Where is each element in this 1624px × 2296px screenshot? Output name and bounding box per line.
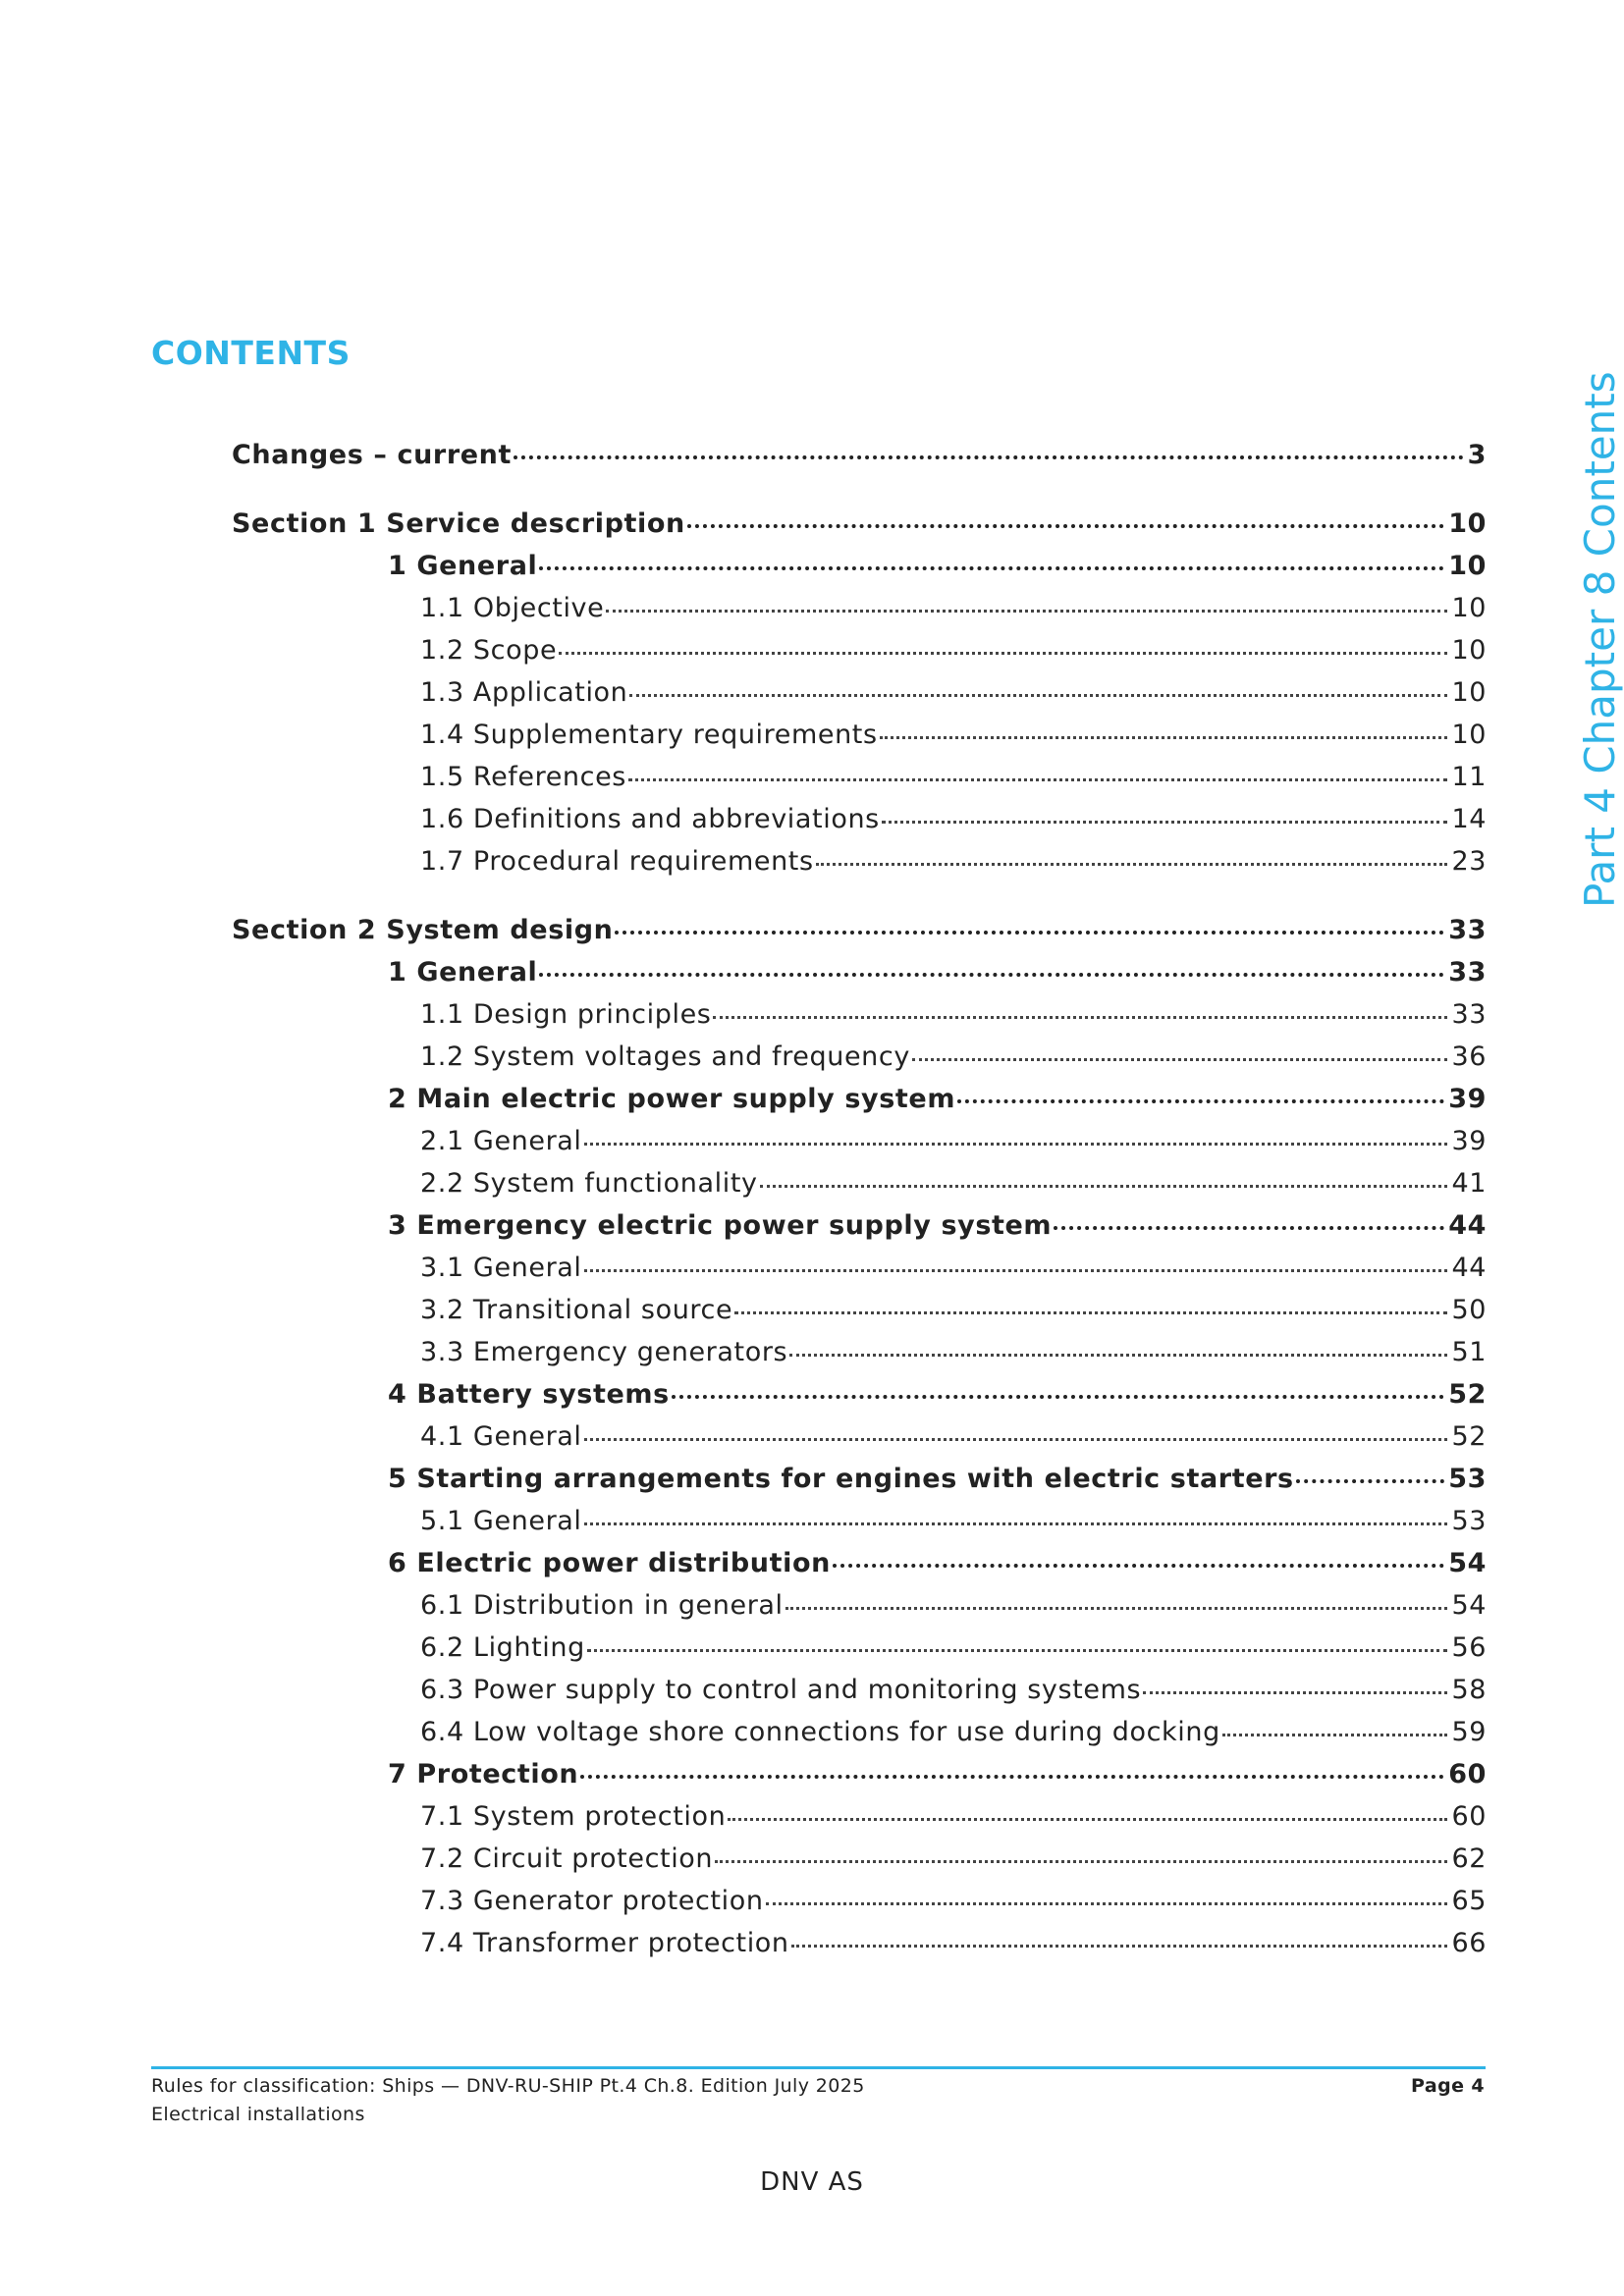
toc-entry-title: 1.2 System voltages and frequency	[420, 1041, 910, 1072]
toc-dot-leader	[629, 694, 1447, 697]
toc-entry-page: 39	[1451, 1126, 1487, 1156]
toc-entry[interactable]	[420, 761, 1487, 794]
toc-entry-title: 7.2 Circuit protection	[420, 1843, 714, 1874]
toc-entry[interactable]	[420, 1294, 1487, 1327]
toc-dot-leader	[606, 610, 1447, 613]
toc-entry[interactable]	[420, 1336, 1487, 1369]
toc-entry-title: 3.1 General	[420, 1253, 582, 1283]
toc-entry-page: 39	[1448, 1084, 1487, 1114]
toc-entry[interactable]	[232, 439, 1487, 472]
toc-dot-leader	[584, 1269, 1448, 1272]
toc-entry[interactable]	[420, 845, 1487, 879]
toc-entry-title: 1.5 References	[420, 762, 626, 792]
toc-dot-leader	[580, 1775, 1444, 1779]
toc-dot-leader	[1054, 1226, 1444, 1230]
toc-entry-title: 2 Main electric power supply system	[388, 1084, 956, 1114]
toc-dot-leader	[672, 1395, 1444, 1399]
toc-entry[interactable]	[420, 676, 1487, 710]
footer-page-number: Page 4	[1411, 2075, 1485, 2097]
toc-entry[interactable]	[420, 1674, 1487, 1707]
toc-dot-leader	[957, 1099, 1444, 1103]
toc-entry[interactable]	[420, 592, 1487, 625]
toc-entry-title: 1 General	[388, 957, 538, 988]
toc-dot-leader	[766, 1902, 1448, 1905]
toc-entry[interactable]	[420, 1505, 1487, 1538]
toc-entry-title: 4 Battery systems	[388, 1379, 670, 1410]
toc-dot-leader	[1143, 1691, 1447, 1694]
toc-entry-title: 1.4 Supplementary requirements	[420, 720, 878, 750]
toc-entry-page: 53	[1448, 1464, 1487, 1494]
toc-dot-leader	[1222, 1734, 1448, 1736]
toc-entry[interactable]	[388, 1083, 1487, 1116]
toc-entry-page: 44	[1451, 1253, 1487, 1283]
toc-dot-leader	[584, 1522, 1448, 1525]
toc-dot-leader	[1296, 1479, 1445, 1483]
toc-entry[interactable]	[420, 1252, 1487, 1285]
toc-entry-title: 6 Electric power distribution	[388, 1548, 831, 1578]
toc-dot-leader	[715, 1860, 1447, 1863]
toc-dot-leader	[514, 455, 1464, 459]
toc-entry-page: 50	[1451, 1295, 1487, 1325]
toc-entry-title: 4.1 General	[420, 1421, 582, 1452]
toc-entry-title: 1.1 Design principles	[420, 999, 712, 1030]
toc-entry-page: 3	[1467, 440, 1487, 470]
toc-entry[interactable]	[388, 1378, 1487, 1412]
toc-dot-leader	[559, 652, 1447, 655]
toc-dot-leader	[587, 1649, 1448, 1652]
toc-dot-leader	[584, 1143, 1448, 1146]
toc-entry-page: 58	[1451, 1675, 1487, 1705]
toc-entry[interactable]	[232, 914, 1487, 947]
toc-dot-leader	[912, 1058, 1448, 1061]
toc-entry[interactable]	[420, 1589, 1487, 1623]
toc-entry-page: 56	[1451, 1632, 1487, 1663]
toc-entry-page: 10	[1451, 720, 1487, 750]
toc-entry-title: 2.1 General	[420, 1126, 582, 1156]
toc-entry[interactable]	[420, 1167, 1487, 1201]
toc-entry-title: 6.3 Power supply to control and monitoring systems	[420, 1675, 1142, 1705]
toc-entry-page: 10	[1451, 635, 1487, 666]
toc-entry-title: Section 1 Service description	[232, 508, 685, 539]
toc-dot-leader	[628, 778, 1447, 781]
toc-entry-title: Changes – current	[232, 440, 512, 470]
toc-entry[interactable]	[420, 1800, 1487, 1834]
toc-entry[interactable]	[420, 1716, 1487, 1749]
toc-entry-title: 7.4 Transformer protection	[420, 1928, 789, 1958]
toc-entry-title: 7.1 System protection	[420, 1801, 727, 1832]
toc-entry-page: 10	[1451, 677, 1487, 708]
footer-divider	[151, 2066, 1486, 2069]
toc-dot-leader	[791, 1945, 1448, 1948]
toc-entry-page: 10	[1451, 593, 1487, 623]
contents-heading: CONTENTS	[151, 334, 351, 372]
toc-entry-title: 3.2 Transitional source	[420, 1295, 733, 1325]
toc-entry[interactable]	[420, 1927, 1487, 1960]
toc-entry-page: 66	[1451, 1928, 1487, 1958]
toc-entry-title: 1.7 Procedural requirements	[420, 846, 814, 877]
toc-entry-title: 1.3 Application	[420, 677, 628, 708]
toc-entry[interactable]	[420, 1041, 1487, 1074]
toc-dot-leader	[584, 1438, 1448, 1441]
toc-entry-page: 11	[1451, 762, 1487, 792]
toc-dot-leader	[539, 566, 1444, 570]
toc-entry-page: 51	[1451, 1337, 1487, 1367]
toc-dot-leader	[816, 863, 1448, 866]
toc-dot-leader	[833, 1564, 1444, 1568]
toc-dot-leader	[713, 1016, 1447, 1019]
toc-entry-title: 1.2 Scope	[420, 635, 558, 666]
toc-entry-page: 54	[1451, 1590, 1487, 1621]
toc-dot-leader	[734, 1311, 1447, 1314]
toc-entry-page: 62	[1451, 1843, 1487, 1874]
toc-entry-title: 5 Starting arrangements for engines with electric starters	[388, 1464, 1294, 1494]
toc-entry-page: 53	[1451, 1506, 1487, 1536]
toc-dot-leader	[539, 973, 1444, 977]
toc-entry-page: 33	[1448, 957, 1487, 988]
toc-dot-leader	[615, 931, 1444, 934]
toc-entry[interactable]	[420, 634, 1487, 667]
toc-entry-title: 1.1 Objective	[420, 593, 605, 623]
toc-entry-page: 33	[1448, 915, 1487, 945]
toc-entry-title: 3.3 Emergency generators	[420, 1337, 788, 1367]
toc-dot-leader	[880, 736, 1448, 739]
toc-entry-title: 7 Protection	[388, 1759, 579, 1789]
toc-entry-title: 6.2 Lighting	[420, 1632, 585, 1663]
toc-entry[interactable]	[420, 1885, 1487, 1918]
toc-entry-page: 14	[1451, 804, 1487, 834]
toc-dot-leader	[882, 821, 1448, 824]
toc-entry-page: 10	[1448, 508, 1487, 539]
toc-entry[interactable]	[388, 1547, 1487, 1580]
toc-entry-page: 33	[1451, 999, 1487, 1030]
toc-entry-page: 65	[1451, 1886, 1487, 1916]
toc-entry[interactable]	[388, 1209, 1487, 1243]
toc-entry-title: 1.6 Definitions and abbreviations	[420, 804, 880, 834]
toc-entry-page: 44	[1448, 1210, 1487, 1241]
toc-entry[interactable]	[388, 956, 1487, 989]
toc-entry[interactable]	[388, 550, 1487, 583]
toc-dot-leader	[785, 1607, 1448, 1610]
toc-entry-page: 23	[1451, 846, 1487, 877]
toc-entry-title: 1 General	[388, 551, 538, 581]
toc-entry[interactable]	[420, 1631, 1487, 1665]
toc-entry-page: 54	[1448, 1548, 1487, 1578]
toc-dot-leader	[789, 1354, 1447, 1357]
toc-entry-page: 36	[1451, 1041, 1487, 1072]
toc-entry[interactable]	[420, 1420, 1487, 1454]
toc-entry-page: 59	[1451, 1717, 1487, 1747]
toc-entry-title: 6.1 Distribution in general	[420, 1590, 784, 1621]
footer-subject: Electrical installations	[151, 2104, 365, 2125]
toc-entry[interactable]	[420, 719, 1487, 752]
toc-entry[interactable]	[388, 1463, 1487, 1496]
toc-entry[interactable]	[420, 803, 1487, 836]
toc-entry[interactable]	[388, 1758, 1487, 1791]
toc-entry[interactable]	[232, 507, 1487, 541]
toc-entry-title: 6.4 Low voltage shore connections for use during docking	[420, 1717, 1220, 1747]
toc-entry[interactable]	[420, 1842, 1487, 1876]
toc-entry-page: 41	[1451, 1168, 1487, 1199]
toc-entry-title: 7.3 Generator protection	[420, 1886, 764, 1916]
toc-entry-title: 2.2 System functionality	[420, 1168, 758, 1199]
toc-entry-title: 5.1 General	[420, 1506, 582, 1536]
side-chapter-label: Part 4 Chapter 8 Contents	[1576, 371, 1624, 908]
toc-dot-leader	[760, 1185, 1448, 1188]
toc-entry[interactable]	[420, 998, 1487, 1032]
toc-dot-leader	[728, 1818, 1447, 1821]
toc-entry-page: 52	[1448, 1379, 1487, 1410]
footer-rules-line: Rules for classification: Ships — DNV-RU-SHIP Pt.4 Ch.8. Edition July 2025	[151, 2075, 865, 2097]
toc-entry-title: 3 Emergency electric power supply system	[388, 1210, 1053, 1241]
toc-entry-page: 10	[1448, 551, 1487, 581]
toc-entry-page: 52	[1451, 1421, 1487, 1452]
toc-entry-page: 60	[1451, 1801, 1487, 1832]
toc-entry-page: 60	[1448, 1759, 1487, 1789]
company-name: DNV AS	[760, 2167, 864, 2197]
toc-dot-leader	[687, 524, 1444, 528]
toc-entry-title: Section 2 System design	[232, 915, 614, 945]
toc-entry[interactable]	[420, 1125, 1487, 1158]
